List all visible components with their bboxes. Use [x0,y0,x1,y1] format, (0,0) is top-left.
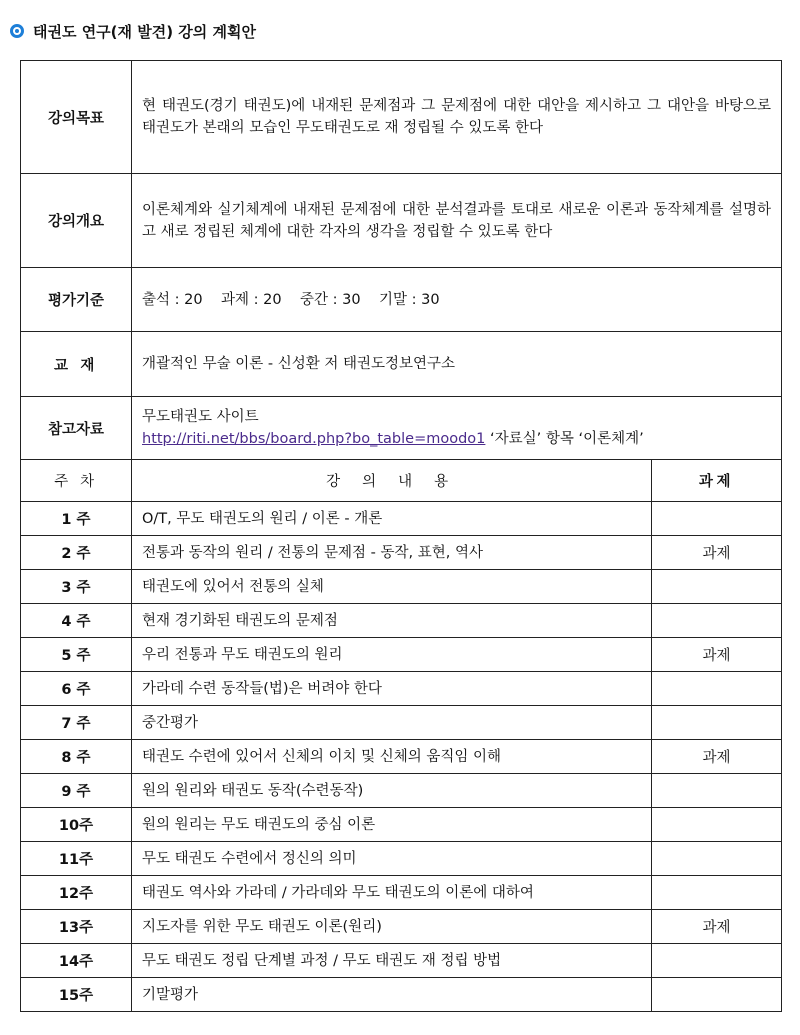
week-content: 가라데 수련 동작들(법)은 버려야 한다 [132,672,652,706]
week-content: 중간평가 [132,706,652,740]
week-number: 13주 [21,910,132,944]
week-content: 무도 태권도 정립 단계별 과정 / 무도 태권도 재 정립 방법 [132,944,652,978]
week-assignment [652,774,782,808]
week-number: 4 주 [21,604,132,638]
week-assignment: 과제 [652,638,782,672]
week-content: 지도자를 위한 무도 태권도 이론(원리) [132,910,652,944]
week-assignment [652,502,782,536]
week-content: 원의 원리는 무도 태권도의 중심 이론 [132,808,652,842]
week-number: 10주 [21,808,132,842]
overview-row [21,174,782,268]
week-number: 5 주 [21,638,132,672]
week-content: 기말평가 [132,978,652,1012]
week-number: 7 주 [21,706,132,740]
schedule-header-row [21,460,782,502]
objective-text: 현 태권도(경기 태권도)에 내재된 문제점과 그 문제점에 대한 대안을 제시하고 그 대안을 바탕으로 태권도가 본래의 모습인 무도태권도로 재 정립될 수 있도록 한다 [132,61,782,174]
week-assignment [652,808,782,842]
circle-bullet-icon [10,24,24,38]
syllabus-table [20,60,782,1012]
table-row [21,502,782,536]
week-content: 태권도에 있어서 전통의 실체 [132,570,652,604]
reference-suffix: ‘자료실’ 항목 ‘이론체계’ [490,431,644,447]
objective-row [21,61,782,174]
reference-cell [132,397,782,460]
week-assignment [652,570,782,604]
week-number: 2 주 [21,536,132,570]
table-row [21,808,782,842]
week-content: 우리 전통과 무도 태권도의 원리 [132,638,652,672]
week-number: 12주 [21,876,132,910]
table-row [21,910,782,944]
week-assignment [652,842,782,876]
week-assignment: 과제 [652,740,782,774]
week-content: 원의 원리와 태권도 동작(수련동작) [132,774,652,808]
reference-link[interactable]: http://riti.net/bbs/board.php?bo_table=moodo1 [142,431,486,447]
week-content: 태권도 수련에 있어서 신체의 이치 및 신체의 움직임 이해 [132,740,652,774]
reference-link-line [142,428,771,450]
week-number: 14주 [21,944,132,978]
week-content: 무도 태권도 수련에서 정신의 의미 [132,842,652,876]
week-number: 8 주 [21,740,132,774]
week-number: 9 주 [21,774,132,808]
textbook-text: 개괄적인 무술 이론 - 신성환 저 태권도정보연구소 [132,332,782,397]
table-row [21,876,782,910]
week-assignment [652,672,782,706]
week-number: 15주 [21,978,132,1012]
table-row [21,536,782,570]
table-row [21,774,782,808]
assignment-header: 과제 [652,460,782,502]
week-assignment [652,706,782,740]
week-content: O/T, 무도 태권도의 원리 / 이론 - 개론 [132,502,652,536]
week-content: 현재 경기화된 태권도의 문제점 [132,604,652,638]
table-row [21,638,782,672]
grading-row [21,268,782,332]
table-row [21,706,782,740]
week-assignment [652,876,782,910]
textbook-row [21,332,782,397]
overview-label: 강의개요 [21,174,132,268]
objective-label: 강의목표 [21,61,132,174]
week-assignment: 과제 [652,910,782,944]
week-number: 3 주 [21,570,132,604]
table-row [21,570,782,604]
week-number: 6 주 [21,672,132,706]
textbook-label: 교 재 [21,332,132,397]
document-title-row [10,18,256,44]
reference-label: 참고자료 [21,397,132,460]
reference-site-name: 무도태권도 사이트 [142,409,259,425]
week-assignment [652,944,782,978]
week-header: 주 차 [21,460,132,502]
week-number: 11주 [21,842,132,876]
table-row [21,842,782,876]
table-row [21,944,782,978]
document-title: 태권도 연구(재 발견) 강의 계획안 [33,22,256,41]
overview-text: 이론체계와 실기체계에 내재된 문제점에 대한 분석결과를 토대로 새로운 이론과 동작체계를 설명하고 새로 정립된 체계에 대한 각자의 생각을 정립할 수 있도록 한다 [132,174,782,268]
table-row [21,672,782,706]
content-header: 강 의 내 용 [132,460,652,502]
week-content: 전통과 동작의 원리 / 전통의 문제점 - 동작, 표현, 역사 [132,536,652,570]
grading-text: 출석 : 20 과제 : 20 중간 : 30 기말 : 30 [132,268,782,332]
week-assignment: 과제 [652,536,782,570]
week-content: 태권도 역사와 가라데 / 가라데와 무도 태권도의 이론에 대하여 [132,876,652,910]
grading-label: 평가기준 [21,268,132,332]
week-assignment [652,978,782,1012]
table-row [21,978,782,1012]
table-row [21,740,782,774]
week-assignment [652,604,782,638]
table-row [21,604,782,638]
week-number: 1 주 [21,502,132,536]
reference-row [21,397,782,460]
